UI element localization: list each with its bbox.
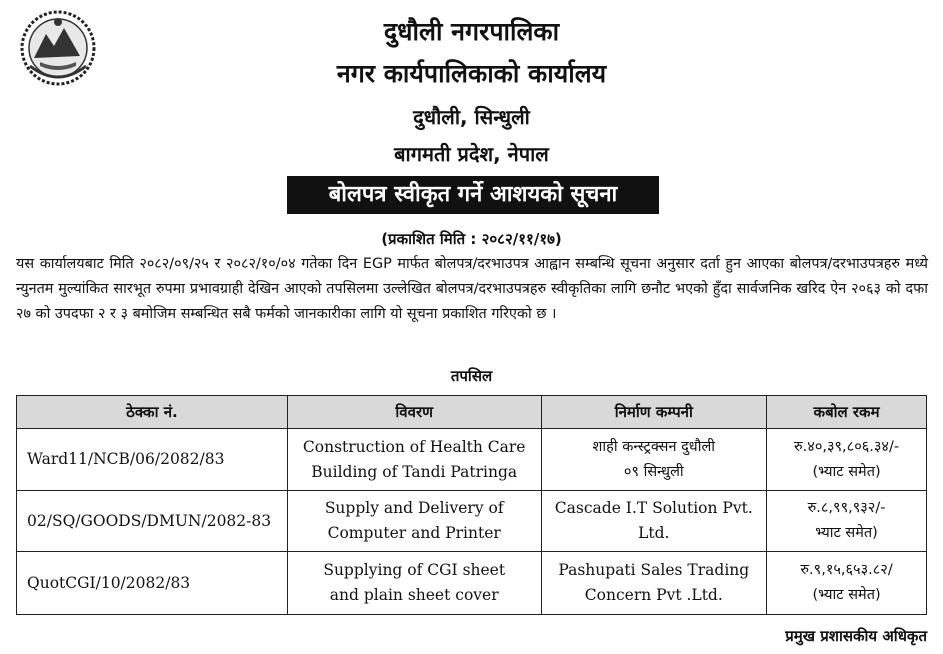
office-name: नगर कार्यपालिकाको कार्यालय bbox=[336, 59, 607, 88]
notice-body: यस कार्यालयबाट मिति २०८२/०९/२५ र २०८२/१०/०४ गतेका दिन EGP मार्फत बोलपत्र/दरभाउपत्र आह्वान सम्बन्धि सूचना अनुसार दर्ता हुन आएका बोलपत्र/दरभाउपत्रहरु मध्ये न्युनतम मुल्यांकित सारभूत रुपमा प्रभावग्राही देखिन आएको तपसिलमा उल्लेखित बोलपत्र/दरभाउपत्रहरु स्वीकृतिका लागि छनौट भएको हुँदा सार्वजनिक खरिद ऐन २०६३ को दफा २७ को उपदफा २ र ३ बमोजिम सम्बन्धित सबै फर्मको जानकारीका लागि यो सूचना प्रकाशित गरिएको छ । bbox=[16, 256, 928, 322]
col-header-contract-no: ठेक्का नं. bbox=[17, 396, 288, 429]
amount-value: रु.८,९९,९३२/- bbox=[807, 500, 886, 516]
company-cell bbox=[541, 491, 767, 552]
contract-no-cell: Ward11/NCB/06/2082/83 bbox=[17, 429, 288, 491]
col-header-description: विवरण bbox=[287, 396, 541, 429]
description-line: Construction of Health Care bbox=[302, 437, 526, 456]
municipality-name: दुधौली नगरपालिका bbox=[383, 17, 560, 46]
table-header-row bbox=[17, 396, 927, 429]
contract-no-cell: 02/SQ/GOODS/DMUN/2082-83 bbox=[17, 491, 288, 552]
schedule-label: तपसिल bbox=[450, 367, 493, 385]
company-line: Concern Pvt .Ltd. bbox=[584, 586, 723, 604]
company-cell bbox=[541, 429, 767, 491]
amount-cell bbox=[767, 552, 927, 615]
description-cell bbox=[287, 429, 541, 491]
table-row bbox=[17, 429, 927, 491]
table-row bbox=[17, 491, 927, 552]
signatory-title: प्रमुख प्रशासकीय अधिकृत bbox=[785, 627, 927, 645]
description-line: Building of Tandi Patringa bbox=[311, 462, 518, 481]
table-row bbox=[17, 552, 927, 615]
amount-cell bbox=[767, 491, 927, 552]
province-country: बागमती प्रदेश, नेपाल bbox=[394, 142, 549, 166]
company-cell bbox=[541, 552, 767, 615]
amount-value: रु.४०,३९,८०६.३४/- bbox=[794, 438, 900, 455]
office-address: दुधौली, सिन्धुली bbox=[413, 105, 530, 129]
description-line: Supply and Delivery of bbox=[324, 499, 504, 517]
company-line: शाही कन्स्ट्रक्सन दुधौली bbox=[592, 438, 716, 455]
description-cell bbox=[287, 552, 541, 615]
col-header-company: निर्माण कम्पनी bbox=[541, 396, 767, 429]
description-line: and plain sheet cover bbox=[329, 586, 499, 604]
description-cell bbox=[287, 491, 541, 552]
description-line: Computer and Printer bbox=[327, 524, 501, 542]
vat-note: (भ्याट समेत) bbox=[812, 587, 881, 603]
vat-note: (भ्याट समेत) bbox=[812, 463, 881, 480]
company-line: ०९ सिन्धुली bbox=[623, 463, 684, 480]
amount-value: रु.९,१५,६५३.८२/ bbox=[800, 562, 893, 578]
description-line: Supplying of CGI sheet bbox=[323, 561, 506, 579]
published-date: (प्रकाशित मिति : २०८२/११/१७) bbox=[381, 230, 562, 248]
col-header-bid-amount: कबोल रकम bbox=[767, 396, 927, 429]
contracts-table bbox=[16, 395, 927, 615]
amount-cell bbox=[767, 429, 927, 491]
contract-no-cell: QuotCGI/10/2082/83 bbox=[17, 552, 288, 615]
vat-note: भ्याट समेत) bbox=[815, 525, 878, 541]
company-line: Cascade I.T Solution Pvt. Ltd. bbox=[554, 499, 753, 542]
notice-title: बोलपत्र स्वीकृत गर्ने आशयको सूचना bbox=[287, 176, 659, 214]
company-line: Pashupati Sales Trading bbox=[558, 561, 750, 579]
